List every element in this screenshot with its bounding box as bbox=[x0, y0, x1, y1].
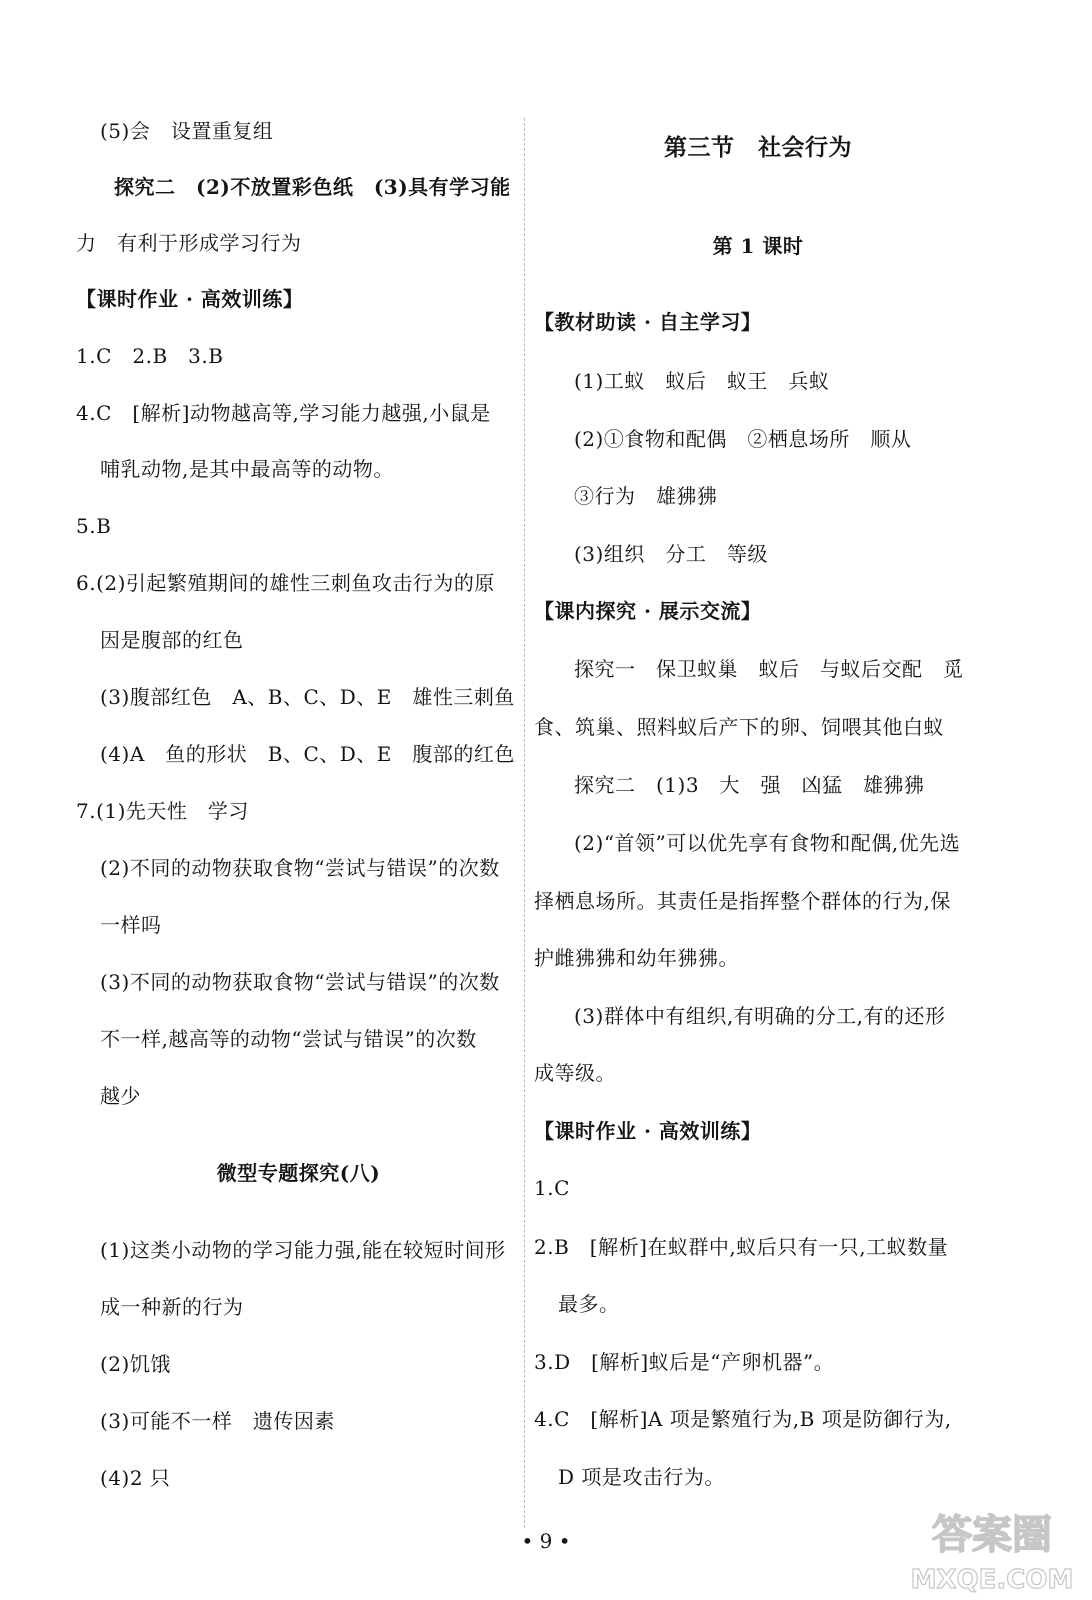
answer-line: (1)这类小动物的学习能力强,能在较短时间形 bbox=[100, 1238, 506, 1262]
answer-line: 护雌狒狒和幼年狒狒。 bbox=[534, 946, 739, 970]
answer-line: 择栖息场所。其责任是指挥整个群体的行为,保 bbox=[534, 889, 951, 913]
answer-line: 成等级。 bbox=[534, 1061, 616, 1085]
answer-line: 4.C [解析]动物越高等,学习能力越强,小鼠是 bbox=[76, 401, 491, 425]
watermark-logo bbox=[900, 1496, 1080, 1596]
section-heading-homework: 【课时作业 · 高效训练】 bbox=[76, 287, 304, 311]
answer-line: (2)①食物和配偶 ②栖息场所 顺从 bbox=[574, 427, 912, 451]
answer-line: 不一样,越高等的动物“尝试与错误”的次数 bbox=[100, 1027, 477, 1051]
chapter-title: 第三节 社会行为 bbox=[664, 134, 852, 161]
answer-line: 因是腹部的红色 bbox=[100, 628, 244, 652]
answer-line: (3)腹部红色 A、B、C、D、E 雄性三刺鱼 bbox=[100, 685, 515, 709]
watermark-url: MXQE.COM bbox=[910, 1565, 1074, 1595]
answer-line: (2)不同的动物获取食物“尝试与错误”的次数 bbox=[100, 856, 500, 880]
answer-line: 一样吗 bbox=[100, 913, 162, 937]
answer-line: 1.C 2.B 3.B bbox=[76, 344, 224, 368]
answer-line: 食、筑巢、照料蚁后产下的卵、饲喂其他白蚁 bbox=[534, 715, 944, 739]
answer-line: (2)“首领”可以优先享有食物和配偶,优先选 bbox=[574, 831, 961, 855]
answer-line: 最多。 bbox=[558, 1292, 620, 1316]
answer-line: (1)工蚁 蚁后 蚁王 兵蚁 bbox=[574, 369, 830, 393]
section-heading-reading: 【教材助读 · 自主学习】 bbox=[534, 310, 762, 334]
answer-line: (5)会 设置重复组 bbox=[100, 119, 274, 143]
answer-line: (3)可能不一样 遗传因素 bbox=[100, 1409, 335, 1433]
answer-line: 7.(1)先天性 学习 bbox=[76, 799, 249, 823]
answer-line: 5.B bbox=[76, 514, 112, 538]
inquiry-two-line: 探究二 (1)3 大 强 凶猛 雄狒狒 bbox=[574, 773, 925, 797]
inquiry-one-line: 探究一 保卫蚁巢 蚁后 与蚁后交配 觅 bbox=[574, 657, 964, 681]
answer-line: (4)A 鱼的形状 B、C、D、E 腹部的红色 bbox=[100, 742, 515, 766]
answer-line: 2.B [解析]在蚁群中,蚁后只有一只,工蚁数量 bbox=[534, 1235, 949, 1259]
answer-line: 力 有利于形成学习行为 bbox=[76, 231, 302, 255]
answer-line: 成一种新的行为 bbox=[100, 1295, 244, 1319]
watermark-text: 答案圈 bbox=[932, 1512, 1052, 1558]
answer-line: (4)2 只 bbox=[100, 1466, 171, 1490]
section-heading-homework: 【课时作业 · 高效训练】 bbox=[534, 1119, 762, 1143]
answer-line: (3)群体中有组织,有明确的分工,有的还形 bbox=[574, 1004, 946, 1028]
answer-line: 哺乳动物,是其中最高等的动物。 bbox=[100, 457, 394, 481]
answer-line: ③行为 雄狒狒 bbox=[574, 484, 718, 508]
answer-line: 1.C bbox=[534, 1176, 570, 1200]
answer-line: 4.C [解析]A 项是繁殖行为,B 项是防御行为, bbox=[534, 1407, 952, 1431]
column-divider bbox=[524, 118, 525, 1528]
answer-line: (2)饥饿 bbox=[100, 1352, 171, 1376]
answer-line: 3.D [解析]蚁后是“产卵机器”。 bbox=[534, 1350, 835, 1374]
answer-line: D 项是攻击行为。 bbox=[558, 1465, 725, 1489]
page-number: • 9 • bbox=[521, 1529, 571, 1553]
answer-line: (3)组织 分工 等级 bbox=[574, 542, 768, 566]
section-heading-inquiry: 【课内探究 · 展示交流】 bbox=[534, 599, 762, 623]
answer-line: 越少 bbox=[100, 1084, 141, 1108]
answer-line: (3)不同的动物获取食物“尝试与错误”的次数 bbox=[100, 970, 500, 994]
answer-line: 6.(2)引起繁殖期间的雄性三刺鱼攻击行为的原 bbox=[76, 571, 495, 595]
inquiry-two-line: 探究二 (2)不放置彩色纸 (3)具有学习能 bbox=[114, 175, 511, 199]
lesson-title: 第 1 课时 bbox=[712, 234, 804, 258]
section-title-micro-topic: 微型专题探究(八) bbox=[216, 1161, 381, 1185]
